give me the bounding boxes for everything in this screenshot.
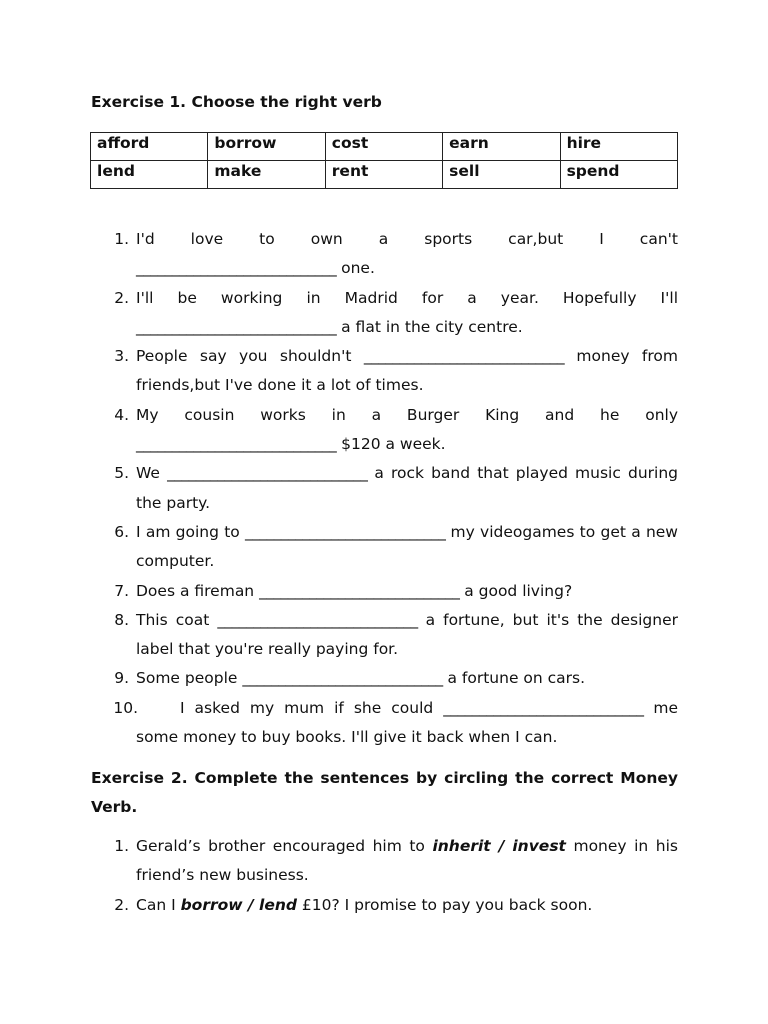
sentence-end: money from friends,but I've done it a lot of times. bbox=[136, 347, 678, 395]
sentence-end: $120 a week. bbox=[336, 435, 446, 454]
item-number: 4. bbox=[114, 405, 129, 424]
sentence-start: I'll be working in Madrid for a year. Hopefully I'll bbox=[136, 288, 678, 307]
exercise-2-title: Exercise 2. Complete the sentences by circling the correct Money Verb. bbox=[91, 769, 678, 817]
sentence-start: I am going to bbox=[136, 522, 246, 541]
answer-blank: ____________________________ bbox=[136, 259, 337, 278]
answer-blank: ____________________________ bbox=[245, 522, 446, 541]
exercise-1-title: Exercise 1. Choose the right verb bbox=[91, 93, 382, 111]
item-text bbox=[136, 664, 678, 693]
sentence-start: I'd love to own a sports car,but I can't bbox=[136, 230, 678, 248]
answer-blank: ____________________________ bbox=[136, 435, 337, 454]
list-item bbox=[91, 694, 678, 753]
item-text bbox=[136, 577, 678, 606]
item-text bbox=[136, 284, 678, 313]
item-text bbox=[136, 694, 678, 753]
verb-cell: borrow bbox=[208, 133, 325, 161]
exercise-1-list bbox=[91, 225, 678, 752]
sentence-start: I asked my mum if she could bbox=[180, 698, 444, 717]
item-text bbox=[136, 401, 678, 430]
item-text bbox=[136, 891, 678, 920]
answer-blank: ____________________________ bbox=[443, 698, 644, 717]
verb-cell: sell bbox=[443, 161, 560, 189]
item-number: 1. bbox=[114, 837, 129, 855]
sentence-start: Some people bbox=[136, 669, 243, 688]
list-item bbox=[91, 891, 678, 920]
sentence-end: my videogames to get a new computer. bbox=[136, 522, 678, 571]
item-text bbox=[136, 459, 678, 518]
verb-cell: hire bbox=[560, 133, 677, 161]
list-item bbox=[91, 606, 678, 665]
list-item bbox=[91, 284, 678, 343]
sentence-end: money in his friend’s new business. bbox=[136, 837, 678, 885]
sentence-start: People say you shouldn't bbox=[136, 347, 364, 366]
sentence-start: This coat bbox=[136, 610, 218, 629]
sentence-end: a rock band that played music during the party. bbox=[136, 464, 678, 512]
item-text bbox=[136, 832, 678, 891]
sentence-end: a fortune, but it's the designer label that you're really paying for. bbox=[136, 610, 679, 659]
list-item bbox=[91, 225, 678, 284]
list-item bbox=[91, 577, 678, 606]
item-text bbox=[136, 313, 678, 342]
item-text bbox=[136, 225, 678, 254]
item-number: 5. bbox=[114, 464, 129, 483]
sentence-end: one. bbox=[336, 259, 375, 278]
sentence-end: a good living? bbox=[459, 581, 573, 600]
answer-blank: ____________________________ bbox=[259, 581, 460, 600]
item-text bbox=[136, 254, 678, 283]
verb-cell: lend bbox=[91, 161, 208, 189]
list-item bbox=[91, 459, 678, 518]
item-number: 2. bbox=[114, 895, 129, 914]
verb-cell: spend bbox=[560, 161, 677, 189]
sentence-start: Gerald’s brother encouraged him to bbox=[136, 837, 433, 855]
list-item bbox=[91, 832, 678, 891]
sentence-end: £10? I promise to pay you back soon. bbox=[297, 895, 593, 914]
list-item bbox=[91, 401, 678, 460]
sentence-start: My cousin works in a Burger King and he only bbox=[136, 405, 678, 424]
list-item bbox=[91, 664, 678, 693]
answer-blank: ____________________________ bbox=[363, 347, 565, 366]
verb-options[interactable]: borrow / lend bbox=[180, 895, 297, 914]
item-number: 10. bbox=[113, 698, 138, 717]
item-number: 2. bbox=[114, 288, 129, 307]
sentence-start: Does a fireman bbox=[136, 581, 260, 600]
item-text bbox=[136, 342, 678, 401]
verb-options[interactable]: inherit / invest bbox=[432, 837, 566, 855]
sentence-end: a flat in the city centre. bbox=[336, 317, 523, 336]
verb-cell: rent bbox=[325, 161, 442, 189]
verb-cell: cost bbox=[325, 133, 442, 161]
answer-blank: ____________________________ bbox=[167, 464, 368, 483]
verb-cell: make bbox=[208, 161, 325, 189]
table-row bbox=[91, 133, 678, 161]
sentence-start: Can I bbox=[136, 895, 181, 914]
answer-blank: ____________________________ bbox=[136, 317, 337, 336]
item-number: 9. bbox=[114, 669, 129, 688]
item-number: 6. bbox=[114, 522, 129, 541]
list-item bbox=[91, 518, 678, 577]
answer-blank: ____________________________ bbox=[242, 669, 443, 688]
verb-cell: earn bbox=[443, 133, 560, 161]
item-number: 3. bbox=[114, 347, 129, 366]
sentence-end: me some money to buy books. I'll give it back when I can. bbox=[136, 698, 678, 747]
item-number: 1. bbox=[114, 230, 129, 248]
verb-cell: afford bbox=[91, 133, 208, 161]
item-number: 8. bbox=[114, 610, 129, 629]
item-text bbox=[136, 430, 678, 459]
item-number: 7. bbox=[114, 581, 129, 600]
answer-blank: ____________________________ bbox=[217, 610, 418, 629]
sentence-start: We bbox=[136, 464, 168, 483]
list-item bbox=[91, 342, 678, 401]
sentence-end: a fortune on cars. bbox=[442, 669, 586, 688]
item-text bbox=[136, 518, 678, 577]
verb-table bbox=[90, 132, 678, 189]
table-row bbox=[91, 161, 678, 189]
exercise-2-list bbox=[91, 832, 678, 920]
item-text bbox=[136, 606, 678, 665]
